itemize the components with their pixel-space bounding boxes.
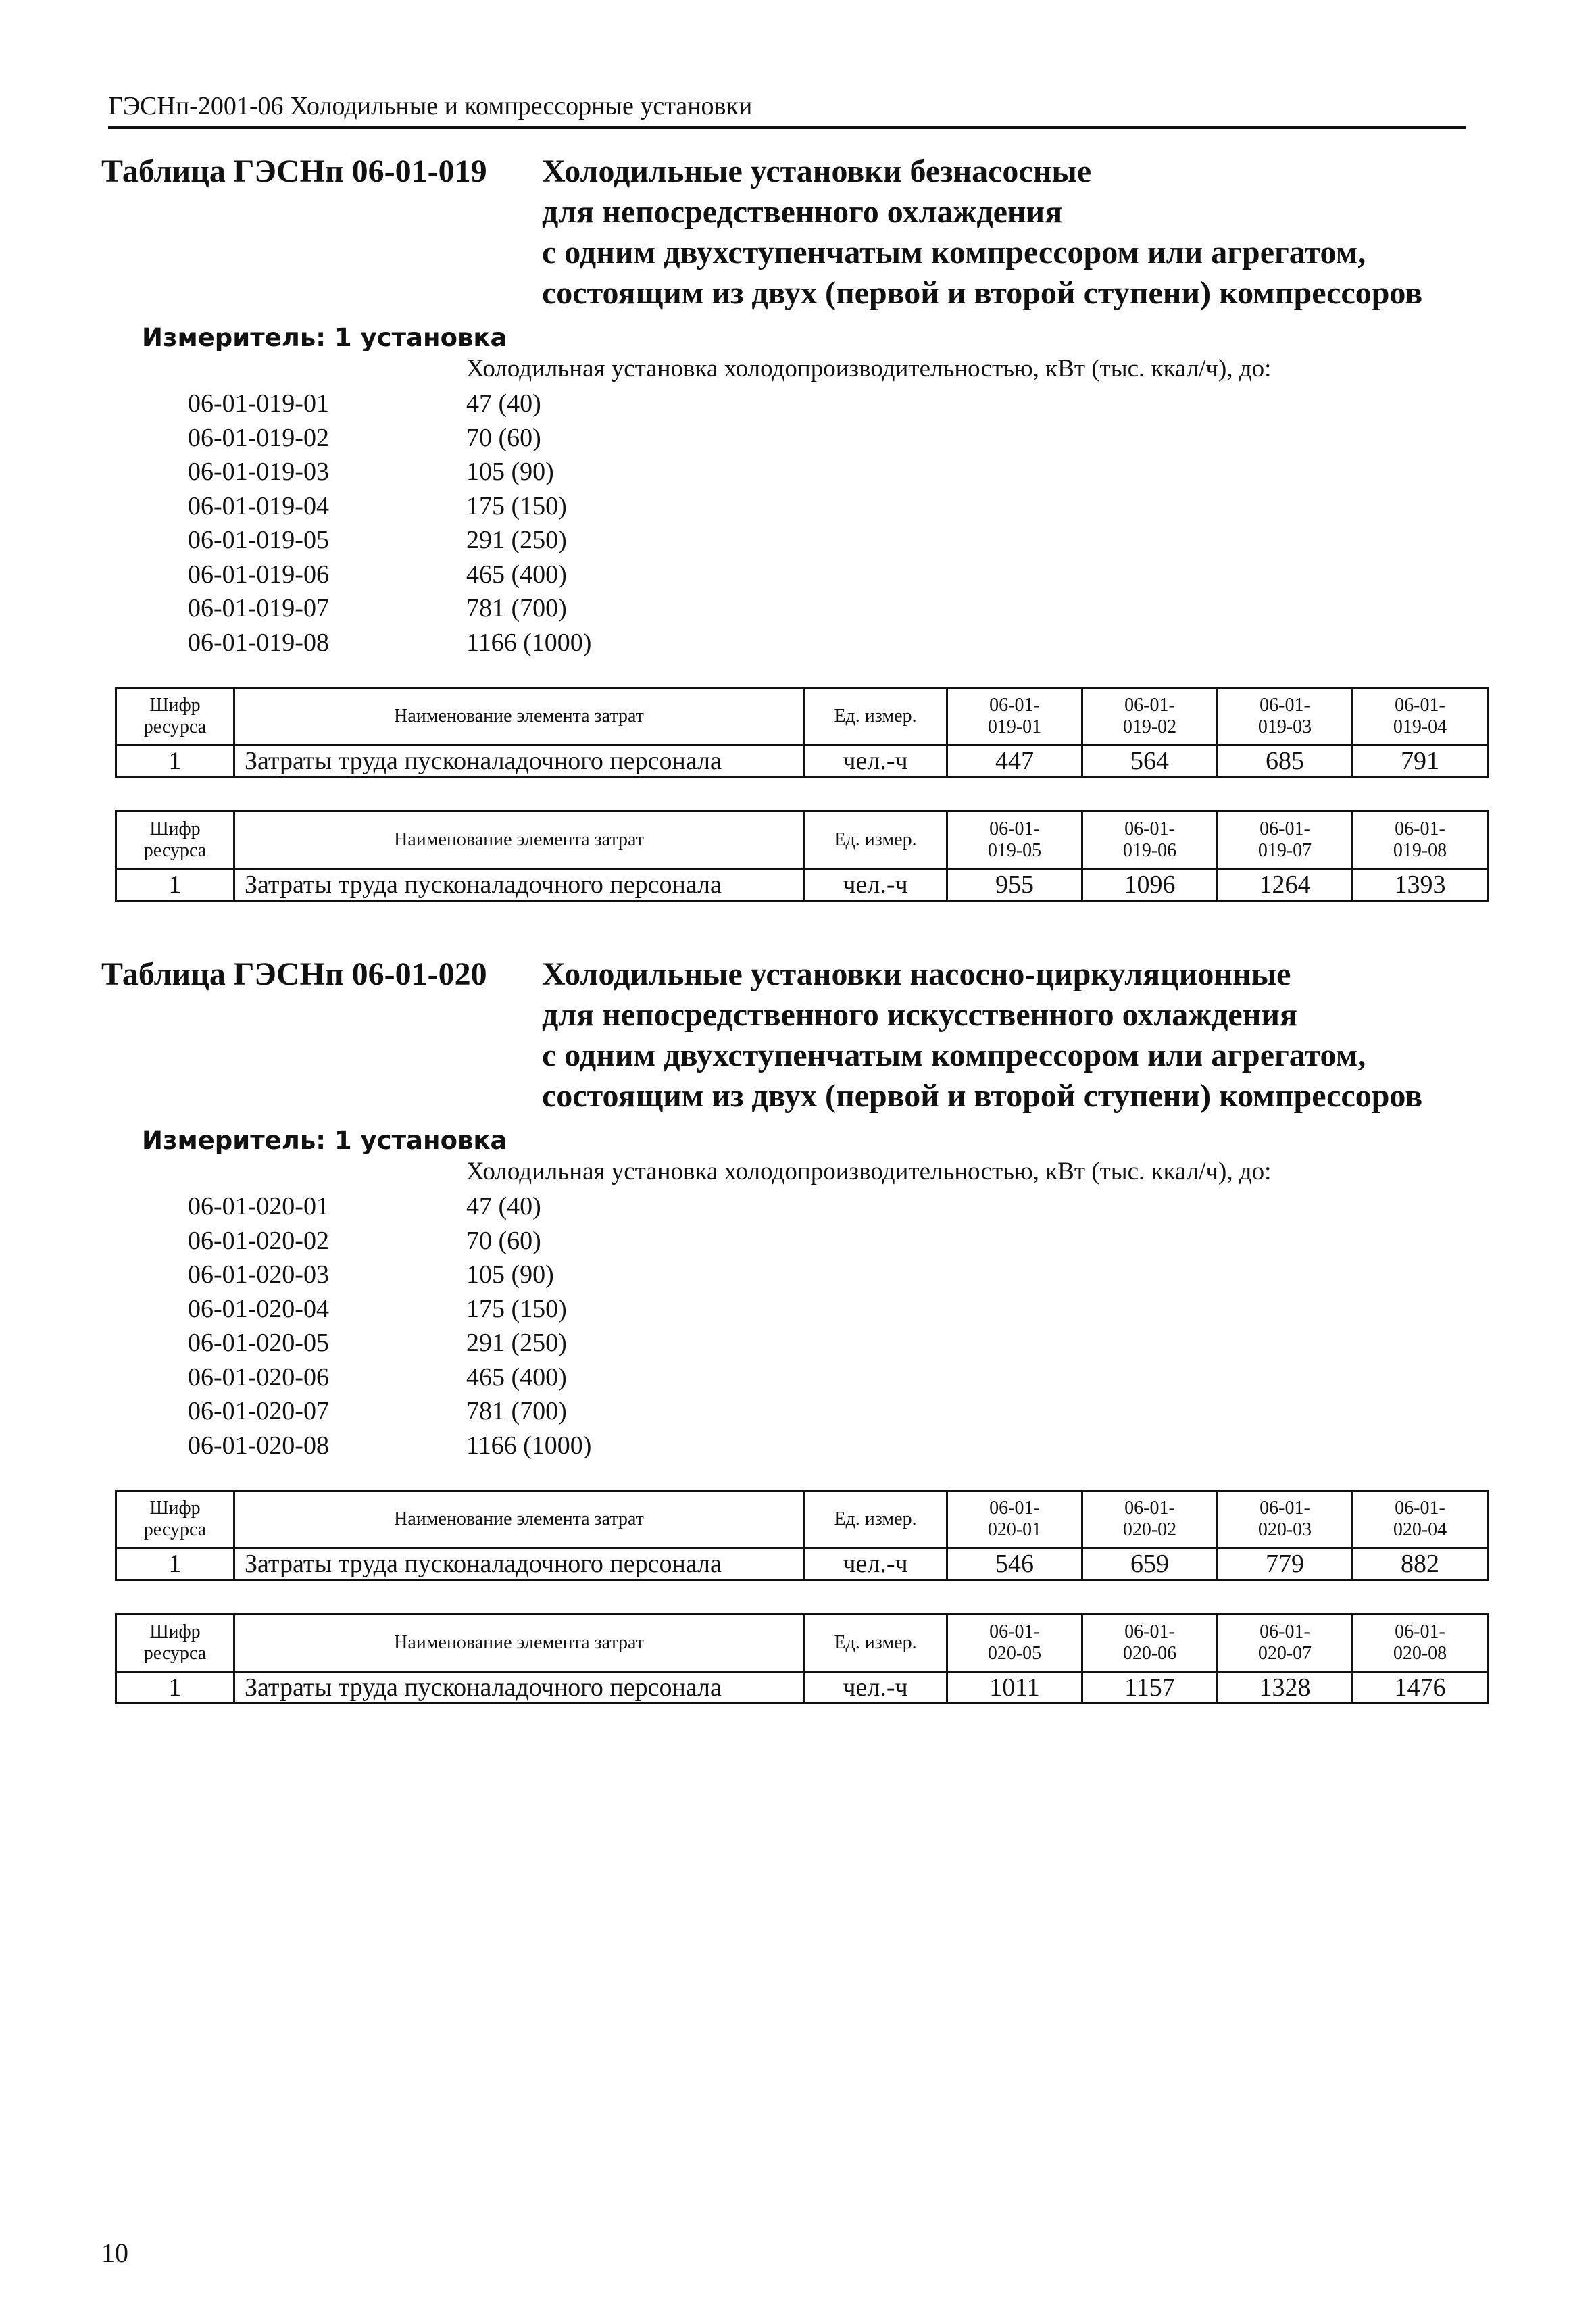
col-header-unit: Ед. измер.: [804, 1491, 947, 1548]
title-line: состоящим из двух (первой и второй ступени) компрессоров: [542, 275, 1423, 311]
cell-value: 659: [1082, 1548, 1218, 1580]
item-capacity: 1166 (1000): [466, 628, 592, 657]
cell-value: 955: [947, 869, 1082, 901]
list-item: [101, 626, 1487, 660]
cell-unit: чел.-ч: [804, 1548, 947, 1580]
list-item: [101, 1360, 1487, 1395]
item-code: 06-01-019-06: [188, 560, 329, 589]
cell-value: 564: [1082, 745, 1218, 777]
table-title: [542, 151, 1422, 314]
item-code: 06-01-020-05: [188, 1329, 329, 1357]
list-item: [101, 558, 1487, 592]
cell-value: 779: [1218, 1548, 1353, 1580]
cell-value: 882: [1353, 1548, 1488, 1580]
col-header-norm: 06-01- 019-02: [1082, 688, 1218, 745]
list-item: [101, 591, 1487, 626]
item-code: 06-01-019-05: [188, 526, 329, 554]
col-header-norm: 06-01- 019-07: [1218, 812, 1353, 869]
table-row: [116, 869, 1488, 901]
col-header-name: Наименование элемента затрат: [234, 688, 804, 745]
cell-value: 685: [1218, 745, 1353, 777]
resource-table: [115, 1490, 1489, 1581]
item-code: 06-01-020-07: [188, 1397, 329, 1425]
resource-table: [115, 810, 1489, 902]
col-header-unit: Ед. измер.: [804, 688, 947, 745]
col-header-norm: 06-01- 019-06: [1082, 812, 1218, 869]
item-capacity: 465 (400): [466, 560, 567, 589]
running-header: ГЭСНп-2001-06 Холодильные и компрессорные установки: [108, 91, 1466, 129]
cell-value: 546: [947, 1548, 1082, 1580]
cell-unit: чел.-ч: [804, 869, 947, 901]
col-header-code: Шифр ресурса: [116, 1491, 234, 1548]
page-number: 10: [101, 2238, 128, 2268]
table-row: [116, 745, 1488, 777]
col-header-norm: 06-01- 020-05: [947, 1615, 1082, 1672]
item-code: 06-01-019-01: [188, 389, 329, 418]
table-row: [116, 1548, 1488, 1580]
item-capacity: 291 (250): [466, 1329, 567, 1357]
col-header-name: Наименование элемента затрат: [234, 812, 804, 869]
item-capacity: 465 (400): [466, 1362, 567, 1392]
item-capacity: 70 (60): [466, 423, 541, 452]
col-header-norm: 06-01- 019-04: [1353, 688, 1488, 745]
item-code: 06-01-019-08: [188, 628, 329, 657]
title-line: Холодильные установки безнасосные: [542, 153, 1092, 189]
col-header-name: Наименование элемента затрат: [234, 1491, 804, 1548]
resource-table: [115, 687, 1489, 778]
item-code: 06-01-020-03: [188, 1260, 329, 1289]
resource-table: [115, 1613, 1489, 1704]
title-line: с одним двухступенчатым компрессором или агрегатом,: [542, 235, 1366, 270]
section-title-row: [101, 954, 1487, 1116]
list-item: [101, 523, 1487, 558]
list-item: [101, 455, 1487, 489]
item-capacity: 175 (150): [466, 491, 567, 520]
item-code: 06-01-019-04: [188, 491, 329, 520]
cell-value: 447: [947, 745, 1082, 777]
list-item: [101, 421, 1487, 456]
col-header-code: Шифр ресурса: [116, 812, 234, 869]
item-capacity: 105 (90): [466, 458, 554, 486]
item-capacity: 47 (40): [466, 1192, 541, 1221]
list-item: [101, 489, 1487, 524]
section-06-01-019: [101, 151, 1487, 902]
item-capacity: 105 (90): [466, 1260, 554, 1289]
item-capacity: 1166 (1000): [466, 1431, 592, 1460]
col-header-norm: 06-01- 020-08: [1353, 1615, 1488, 1672]
section-title-row: [101, 151, 1487, 314]
cell-unit: чел.-ч: [804, 745, 947, 777]
cell-name: Затраты труда пусконаладочного персонала: [234, 869, 804, 901]
table-header-row: [116, 1491, 1488, 1548]
list-item: [101, 1394, 1487, 1429]
cell-value: 1096: [1082, 869, 1218, 901]
cell-name: Затраты труда пусконаладочного персонала: [234, 1672, 804, 1704]
table-header-row: [116, 812, 1488, 869]
col-header-norm: 06-01- 019-05: [947, 812, 1082, 869]
col-header-norm: 06-01- 019-08: [1353, 812, 1488, 869]
col-header-norm: 06-01- 020-03: [1218, 1491, 1353, 1548]
table-header-row: [116, 1615, 1488, 1672]
table-title: [542, 954, 1422, 1116]
title-line: Холодильные установки насосно-циркуляционные: [542, 956, 1291, 992]
measure-unit: Измеритель: 1 установка: [142, 323, 507, 352]
item-capacity: 70 (60): [466, 1226, 541, 1255]
capacity-intro: Холодильная установка холодопроизводительностью, кВт (тыс. ккал/ч), до:: [466, 1158, 1272, 1185]
cell-value: 1264: [1218, 869, 1353, 901]
measure-unit: Измеритель: 1 установка: [142, 1126, 507, 1155]
list-item: [101, 1292, 1487, 1327]
col-header-norm: 06-01- 020-02: [1082, 1491, 1218, 1548]
cell-value: 1328: [1218, 1672, 1353, 1704]
item-capacity: 781 (700): [466, 1397, 567, 1425]
title-line: для непосредственного искусственного охлаждения: [542, 997, 1297, 1033]
list-item: [101, 1429, 1487, 1463]
list-item: [101, 1189, 1487, 1224]
section-06-01-020: [101, 954, 1487, 1704]
title-line: с одним двухступенчатым компрессором или агрегатом,: [542, 1037, 1366, 1073]
cell-name: Затраты труда пусконаладочного персонала: [234, 745, 804, 777]
list-item: [101, 1326, 1487, 1360]
title-line: состоящим из двух (первой и второй ступени) компрессоров: [542, 1078, 1423, 1114]
col-header-unit: Ед. измер.: [804, 1615, 947, 1672]
item-code: 06-01-019-03: [188, 458, 329, 486]
table-header-row: [116, 688, 1488, 745]
item-capacity: 781 (700): [466, 594, 567, 622]
item-code: 06-01-020-04: [188, 1294, 329, 1323]
col-header-code: Шифр ресурса: [116, 688, 234, 745]
item-code: 06-01-020-02: [188, 1226, 329, 1255]
item-code: 06-01-019-02: [188, 423, 329, 452]
cell-code: 1: [116, 745, 234, 777]
col-header-norm: 06-01- 020-07: [1218, 1615, 1353, 1672]
item-capacity: 175 (150): [466, 1294, 567, 1323]
item-code: 06-01-020-06: [188, 1362, 329, 1392]
col-header-norm: 06-01- 020-06: [1082, 1615, 1218, 1672]
cell-code: 1: [116, 869, 234, 901]
list-item: [101, 387, 1487, 421]
col-header-code: Шифр ресурса: [116, 1615, 234, 1672]
title-line: для непосредственного охлаждения: [542, 194, 1063, 230]
item-code: 06-01-020-01: [188, 1192, 329, 1221]
cell-value: 791: [1353, 745, 1488, 777]
table-row: [116, 1672, 1488, 1704]
cell-unit: чел.-ч: [804, 1672, 947, 1704]
cell-code: 1: [116, 1548, 234, 1580]
cell-code: 1: [116, 1672, 234, 1704]
cell-value: 1157: [1082, 1672, 1218, 1704]
col-header-norm: 06-01- 019-03: [1218, 688, 1353, 745]
list-item: [101, 1258, 1487, 1292]
col-header-name: Наименование элемента затрат: [234, 1615, 804, 1672]
item-list: [101, 387, 1487, 660]
col-header-norm: 06-01- 019-01: [947, 688, 1082, 745]
cell-value: 1393: [1353, 869, 1488, 901]
capacity-intro: Холодильная установка холодопроизводительностью, кВт (тыс. ккал/ч), до:: [466, 355, 1272, 383]
col-header-norm: 06-01- 020-04: [1353, 1491, 1488, 1548]
col-header-norm: 06-01- 020-01: [947, 1491, 1082, 1548]
list-item: [101, 1224, 1487, 1258]
item-capacity: 291 (250): [466, 526, 567, 554]
item-code: 06-01-020-08: [188, 1431, 329, 1460]
item-code: 06-01-019-07: [188, 594, 329, 622]
table-label: Таблица ГЭСНп 06-01-019: [101, 153, 487, 189]
col-header-unit: Ед. измер.: [804, 812, 947, 869]
item-capacity: 47 (40): [466, 389, 541, 418]
cell-value: 1476: [1353, 1672, 1488, 1704]
table-label: Таблица ГЭСНп 06-01-020: [101, 956, 487, 992]
item-list: [101, 1189, 1487, 1462]
cell-value: 1011: [947, 1672, 1082, 1704]
cell-name: Затраты труда пусконаладочного персонала: [234, 1548, 804, 1580]
